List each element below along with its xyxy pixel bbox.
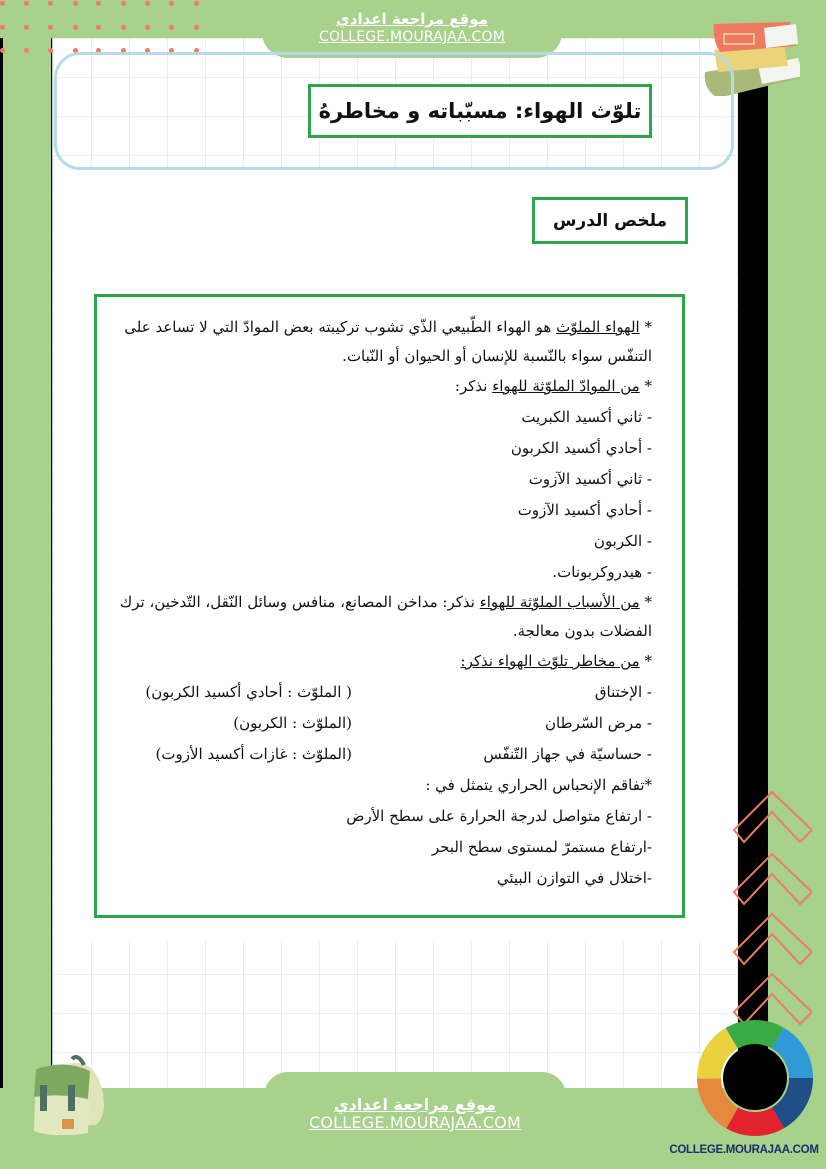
- definition-paragraph: [115, 313, 652, 371]
- risk-pollutant: (الملوّث : غازات أكسيد الأزوت): [155, 745, 352, 763]
- lesson-summary-content: [94, 294, 685, 918]
- education-wheel-logo-icon: [694, 1020, 816, 1140]
- left-green-margin: [3, 38, 51, 1088]
- greenhouse-item: - ارتفاع متواصل لدرجة الحرارة على سطح الأرض: [346, 807, 652, 825]
- pollutants-term: من الموادّ الملوّثة للهواء: [492, 377, 640, 395]
- causes-text: نذكر: مداخن المصانع، منافس وسائل النّقل، التّدخين، ترك الفضلات بدون معالجة.: [119, 593, 652, 640]
- risk-name: - مرض السّرطان: [545, 714, 652, 732]
- pollutant-item: - الكربون: [593, 532, 652, 550]
- greenhouse-item: -اختلال في التوازن البيئي: [496, 869, 652, 887]
- risk-pollutant: (الملوّث : الكربون): [233, 714, 352, 732]
- pollutants-heading: [115, 371, 652, 402]
- causes-paragraph: [115, 588, 652, 646]
- greenhouse-item: -ارتفاع مستمرّ لمستوى سطح البحر: [431, 838, 652, 856]
- site-name-arabic[interactable]: موقع مراجعة اعدادي: [333, 1095, 497, 1114]
- chevron-up-icon: [732, 912, 812, 972]
- lesson-title-text: تلوّث الهواء: مسبّباته و مخاطرهُ: [318, 99, 642, 123]
- summary-label-box: [532, 197, 688, 244]
- pollutant-item: - أحادي أكسيد الكربون: [510, 439, 652, 457]
- site-banner-top[interactable]: [262, 0, 562, 58]
- bullet: *: [639, 377, 652, 395]
- footer-brand-text[interactable]: COLLEGE.MOURAJAA.COM: [669, 1144, 819, 1156]
- risk-pollutant: ( الملوّث : أحادي أكسيد الكربون): [145, 683, 352, 701]
- site-banner-bottom[interactable]: [264, 1072, 566, 1169]
- site-url[interactable]: COLLEGE.MOURAJAA.COM: [319, 29, 505, 45]
- bullet: *: [639, 652, 652, 670]
- pollutant-item: - ثاني أكسيد الآزوت: [528, 470, 652, 488]
- lesson-title: [308, 84, 652, 138]
- pollutant-item: - ثاني أكسيد الكبريت: [521, 408, 652, 426]
- risk-row: [115, 739, 652, 770]
- chevron-up-icon: [732, 790, 812, 850]
- pollutants-suffix: نذكر:: [454, 377, 493, 395]
- causes-term: من الأسباب الملوّثة للهواء: [479, 593, 640, 611]
- site-name-arabic[interactable]: موقع مراجعة اعدادي: [336, 10, 488, 28]
- risk-name: - الإختناق: [594, 683, 652, 701]
- bullet: *: [639, 593, 652, 611]
- bullet: *: [639, 318, 652, 336]
- risk-row: [115, 677, 652, 708]
- risks-heading: [115, 646, 652, 677]
- greenhouse-heading: *تفاقم الإنحباس الحراري يتمثل في :: [425, 776, 652, 794]
- backpack-icon: [16, 1055, 112, 1135]
- chevron-up-icon: [732, 852, 812, 912]
- risk-row: [115, 708, 652, 739]
- summary-label: ملخص الدرس: [552, 210, 668, 231]
- pollutant-item: - أحادي أكسيد الآزوت: [517, 501, 652, 519]
- risks-heading-text: من مخاطر تلوّث الهواء نذكر:: [460, 652, 640, 670]
- definition-text: هو الهواء الطّبيعي الذّي تشوب تركيبته بعض الموادّ التي لا تساعد على التنفّس سواء بالنّسبة للإنسان أو الحيوان أو النّبات.: [124, 318, 652, 365]
- site-url[interactable]: COLLEGE.MOURAJAA.COM: [309, 1113, 521, 1132]
- pollutant-item: - هيدروكربونات.: [552, 563, 652, 581]
- definition-term: الهواء الملوّث: [556, 318, 640, 336]
- risk-name: - حساسيّة في جهاز التّنفّس: [483, 745, 652, 763]
